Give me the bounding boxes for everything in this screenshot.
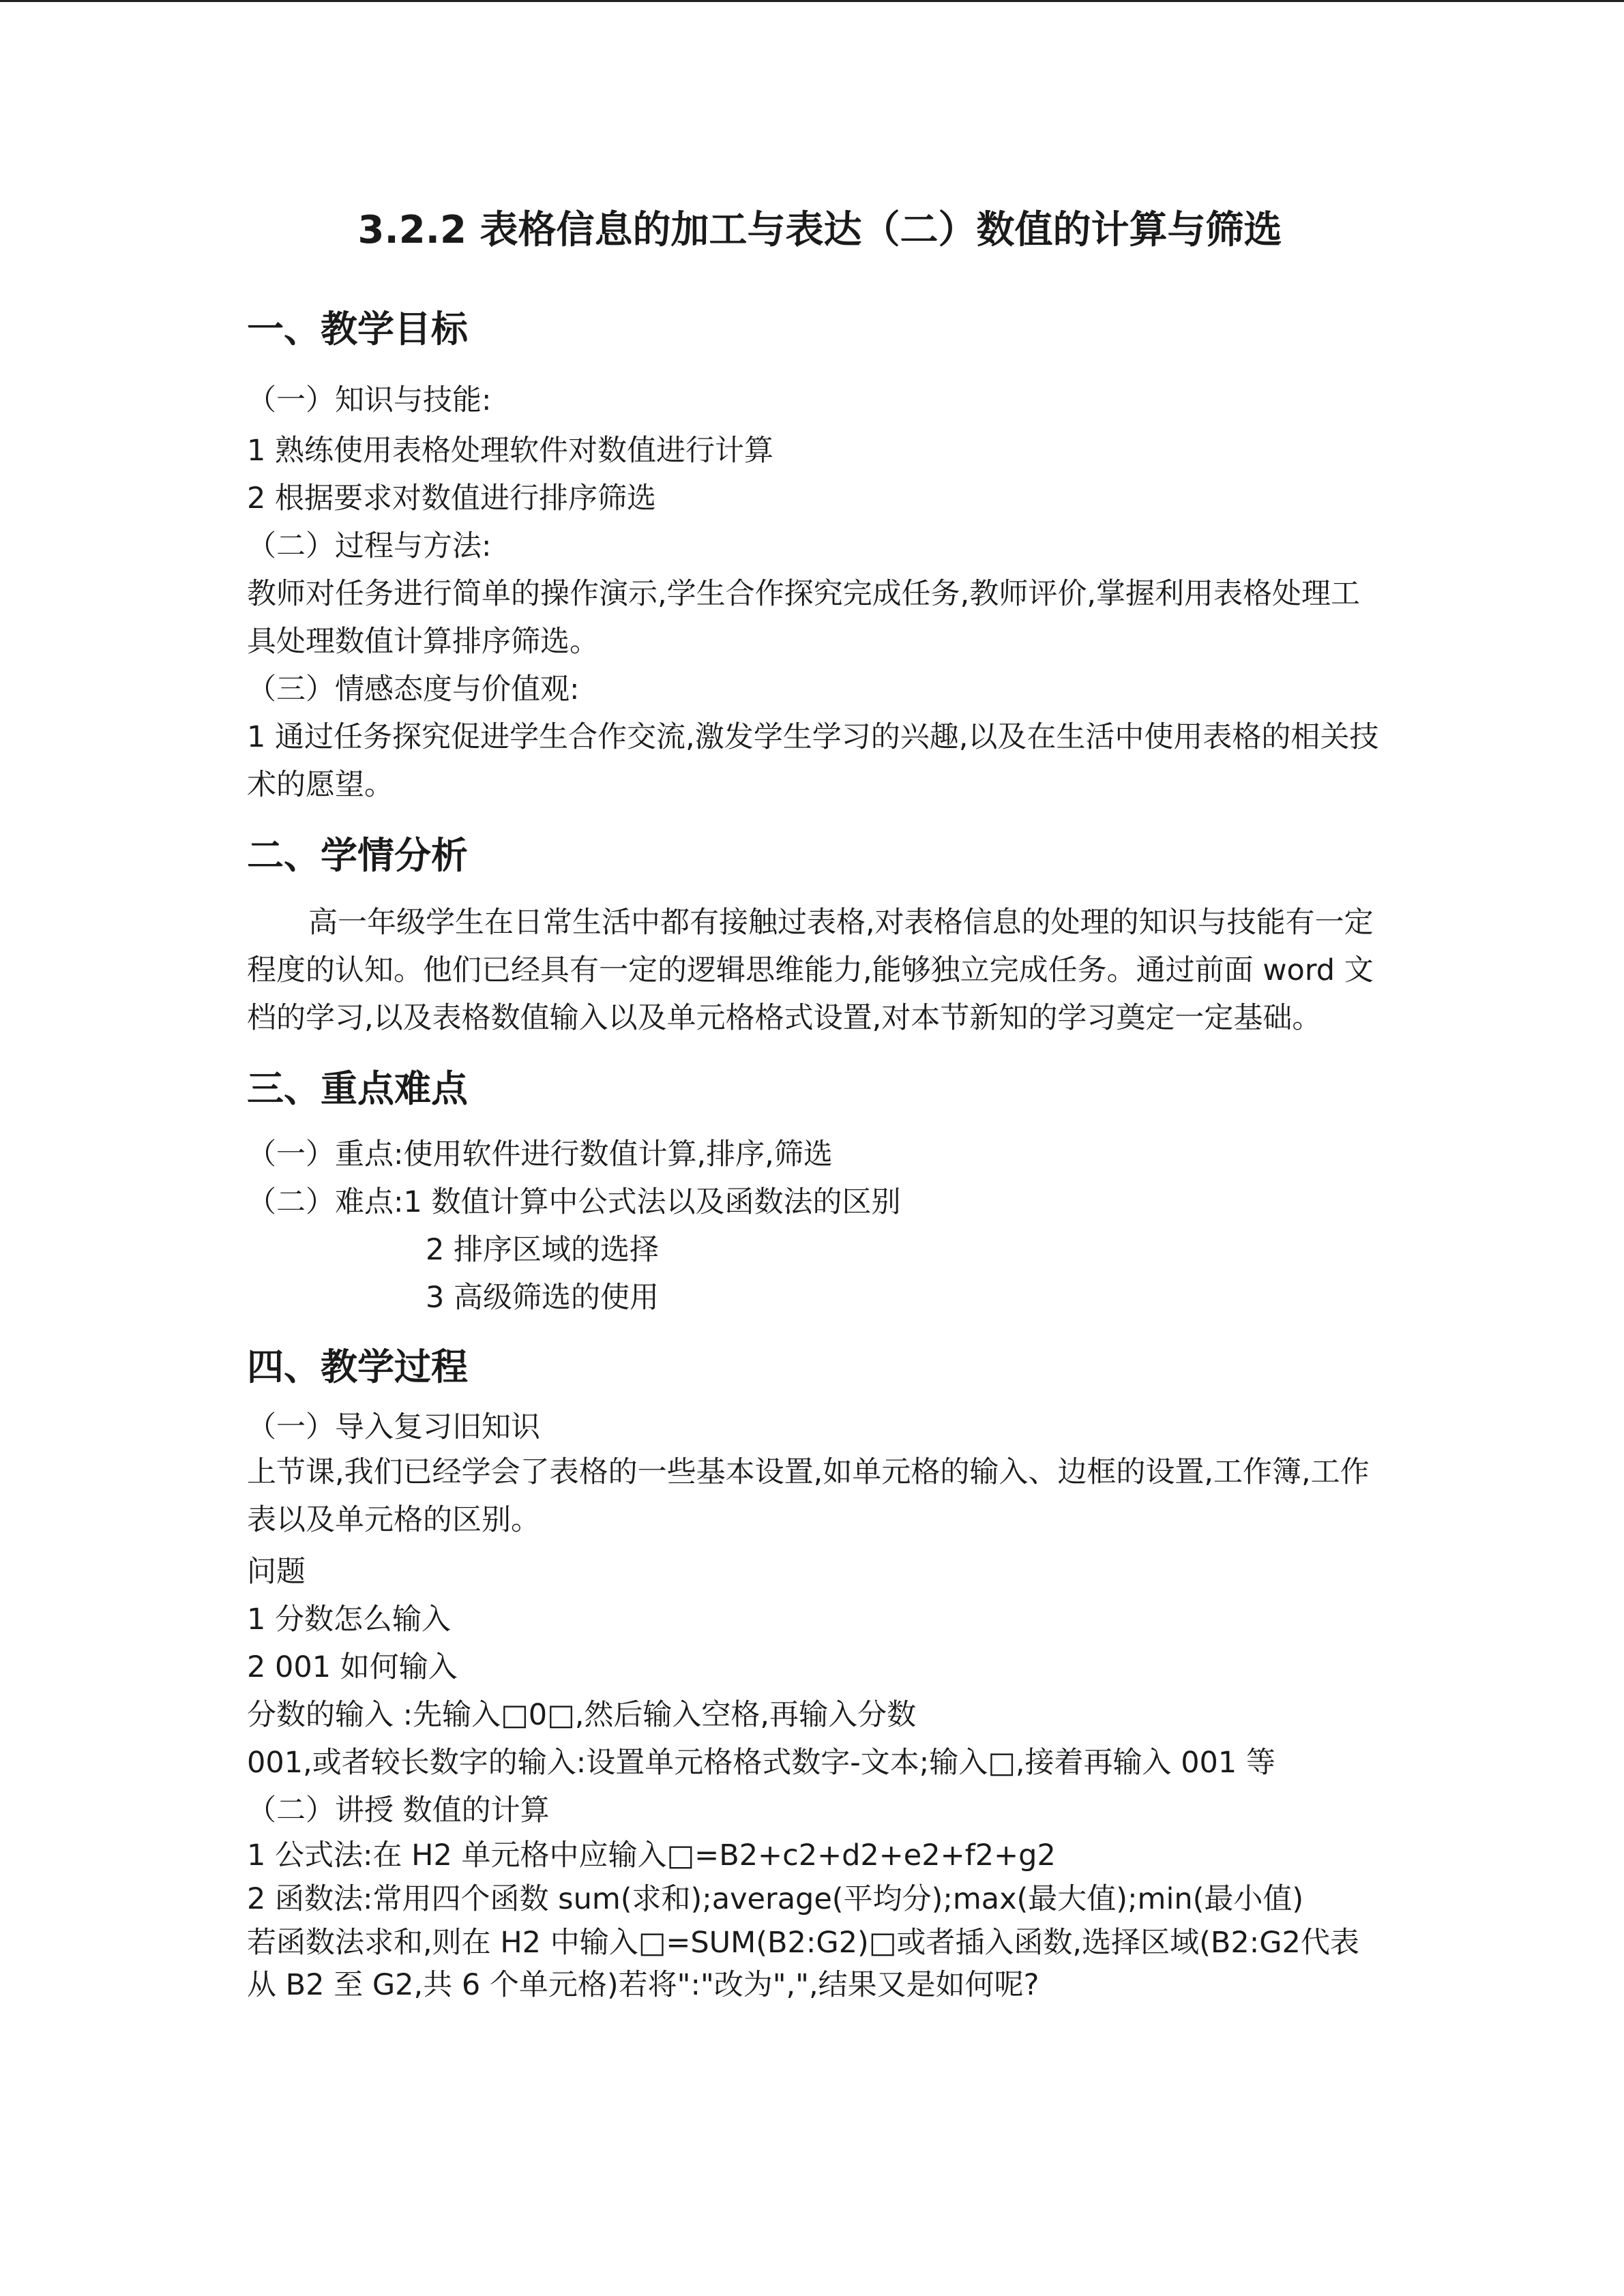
student-analysis-paragraph: 高一年级学生在日常生活中都有接触过表格,对表格信息的处理的知识与技能有一定程度的认知。他们已经具有一定的逻辑思维能力,能够独立完成任务。通过前面 word 文档的学习,以及表格数值输入以及单元格格式设置,对本节新知的学习奠定一定基础。	[247, 906, 1374, 1035]
subheading-process-method: （二）过程与方法:	[247, 529, 492, 563]
objective-item: 2 根据要求对数值进行排序筛选	[247, 481, 657, 516]
section-heading-teaching-process: 四、教学过程	[247, 1345, 468, 1388]
subheading-review: （一）导入复习旧知识	[247, 1410, 540, 1444]
answer-line: 分数的输入 :先输入□0□,然后输入空格,再输入分数	[247, 1698, 917, 1732]
subheading-numeric-calculation: （二）讲授 数值的计算	[247, 1793, 550, 1828]
function-method-line: 2 函数法:常用四个函数 sum(求和);average(平均分);max(最大值);min(最小值)	[247, 1882, 1304, 1916]
process-method-paragraph: 教师对任务进行简单的操作演示,学生合作探究完成任务,教师评价,掌握利用表格处理工具处理数值计算排序筛选。	[247, 577, 1361, 659]
attitude-values-paragraph: 1 通过任务探究促进学生合作交流,激发学生学习的兴趣,以及在生活中使用表格的相关技术的愿望。	[247, 720, 1379, 802]
difficult-points-line: （二）难点:1 数值计算中公式法以及函数法的区别	[247, 1185, 901, 1219]
document-title: 3.2.2 表格信息的加工与表达（二）数值的计算与筛选	[357, 208, 1282, 252]
difficult-point-item: 3 高级筛选的使用	[426, 1281, 660, 1315]
function-sum-paragraph: 若函数法求和,则在 H2 中输入□=SUM(B2:G2)□或者插入函数,选择区域(B2:G2代表从 B2 至 G2,共 6 个单元格)若将":"改为",",结果又是如何呢?	[247, 1926, 1359, 2002]
section-heading-key-difficult-points: 三、重点难点	[247, 1067, 468, 1110]
document-page	[247, 205, 1379, 2006]
review-paragraph: 上节课,我们已经学会了表格的一些基本设置,如单元格的输入、边框的设置,工作簿,工作表以及单元格的区别。	[247, 1455, 1370, 1537]
section-heading-objectives: 一、教学目标	[247, 308, 468, 351]
subheading-attitude-values: （三）情感态度与价值观:	[247, 672, 580, 706]
formula-method-line: 1 公式法:在 H2 单元格中应输入□=B2+c2+d2+e2+f2+g2	[247, 1838, 1056, 1873]
question-item: 2 001 如何输入	[247, 1650, 458, 1684]
question-item: 1 分数怎么输入	[247, 1602, 452, 1637]
objective-item: 1 熟练使用表格处理软件对数值进行计算	[247, 434, 774, 468]
key-points-line: （一）重点:使用软件进行数值计算,排序,筛选	[247, 1137, 833, 1172]
subheading-knowledge-skills: （一）知识与技能:	[247, 383, 492, 417]
section-heading-student-analysis: 二、学情分析	[247, 834, 468, 877]
difficult-point-item: 2 排序区域的选择	[426, 1233, 660, 1267]
questions-label: 问题	[247, 1555, 306, 1589]
answer-line: 001,或者较长数字的输入:设置单元格格式数字-文本;输入□,接着再输入 001 等	[247, 1746, 1275, 1780]
page-top-rule	[0, 0, 1624, 2]
